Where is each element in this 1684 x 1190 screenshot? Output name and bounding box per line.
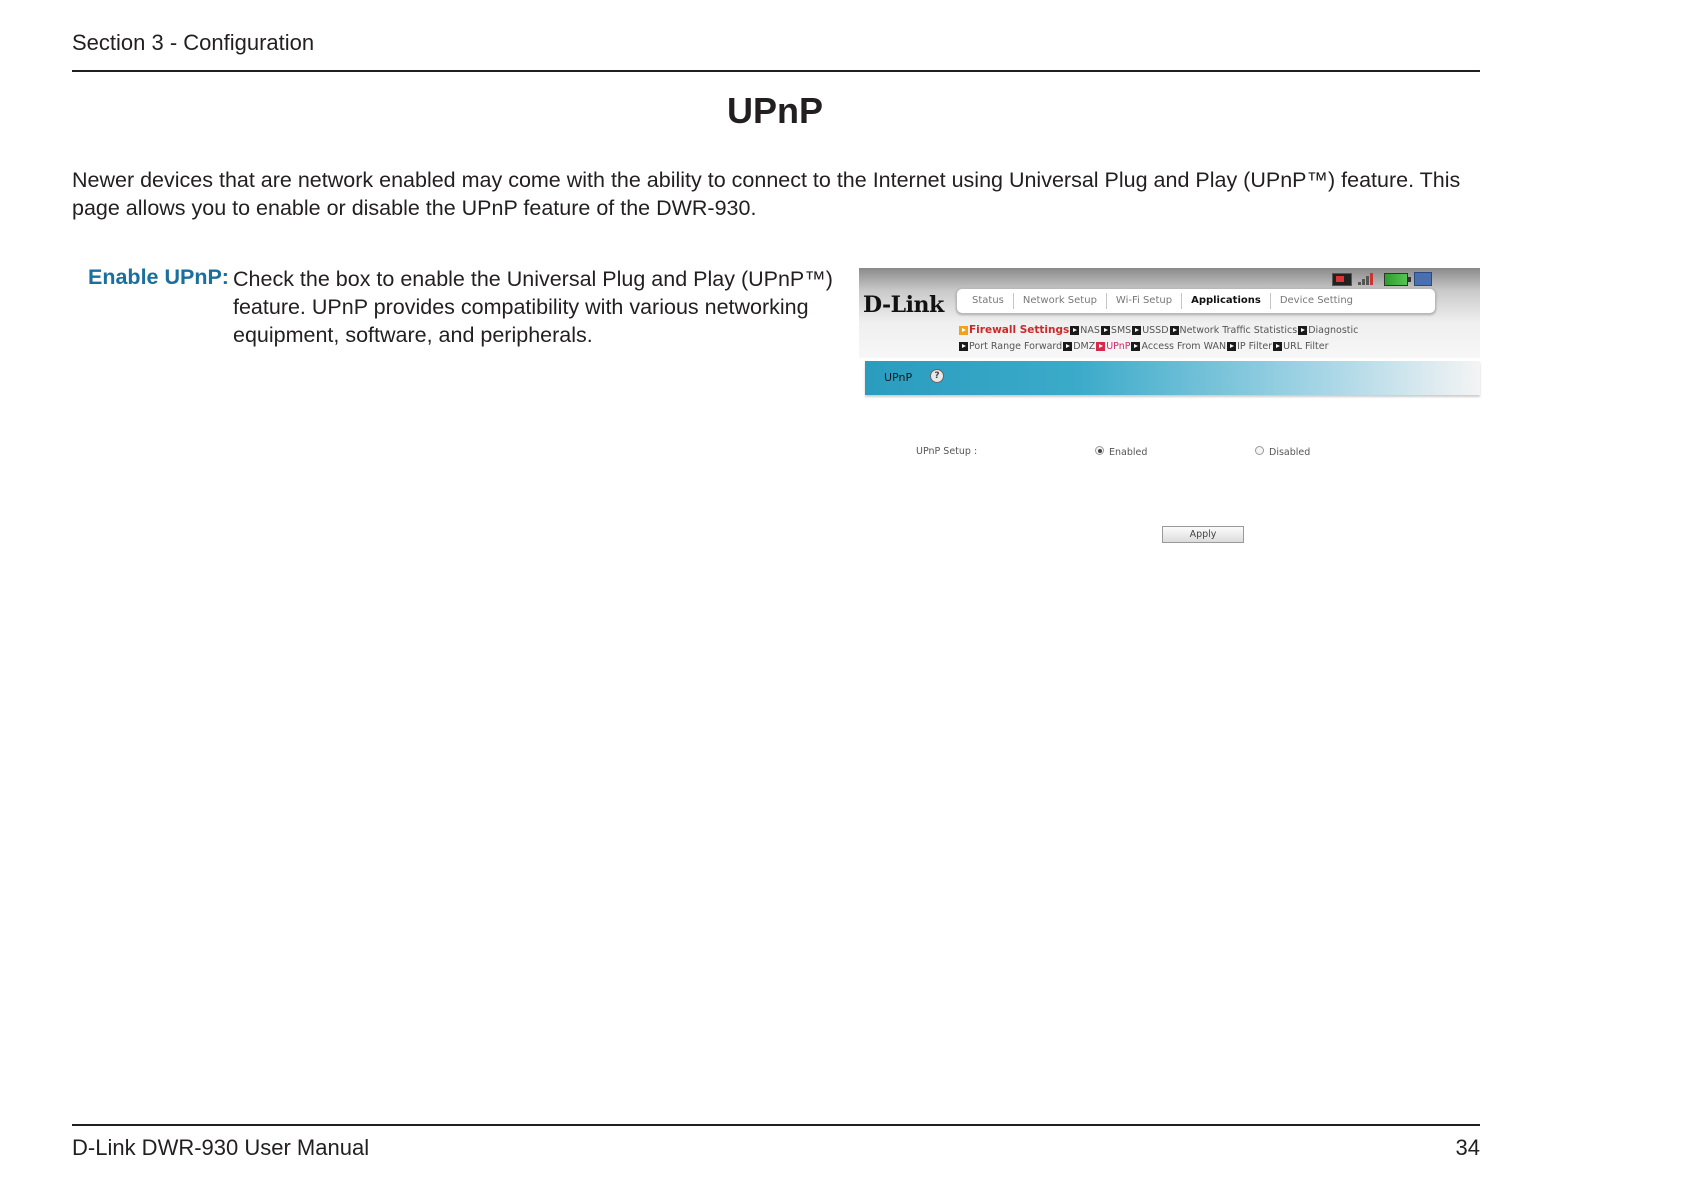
- sim-card-icon: [1332, 273, 1352, 286]
- play-arrow-icon: [1227, 342, 1236, 351]
- play-arrow-icon: [1132, 326, 1141, 335]
- section-header: Section 3 - Configuration: [72, 30, 315, 55]
- enabled-radio[interactable]: [1095, 446, 1104, 455]
- play-arrow-icon: [1170, 326, 1179, 335]
- definition-description: Check the box to enable the Universal Plug and Play (UPnP™) feature. UPnP provides compatibility with various networking equipment, software, and peripherals.: [233, 267, 833, 347]
- banner-title: UPnP: [884, 371, 913, 384]
- play-arrow-icon: [1070, 326, 1079, 335]
- subnav-port-range-forward[interactable]: Port Range Forward: [969, 341, 1063, 352]
- battery-icon: [1384, 273, 1408, 286]
- section-banner: [865, 361, 1480, 395]
- play-arrow-icon: [1101, 326, 1110, 335]
- subnav-ip-filter[interactable]: IP Filter: [1237, 341, 1273, 352]
- footer-page-number: 34: [1455, 1135, 1480, 1160]
- subnav-url-filter[interactable]: URL Filter: [1283, 341, 1329, 352]
- status-icons: [1332, 272, 1432, 286]
- upnp-setup-label: UPnP Setup :: [916, 446, 978, 457]
- play-arrow-icon: [959, 326, 968, 335]
- definition-term: Enable UPnP:: [88, 265, 229, 289]
- tab-device-setting[interactable]: Device Setting: [1279, 295, 1354, 306]
- play-arrow-icon: [1273, 342, 1282, 351]
- subnav-diagnostic[interactable]: Diagnostic: [1308, 324, 1359, 336]
- bottom-rule: [72, 1124, 1480, 1126]
- play-arrow-icon: [1131, 342, 1140, 351]
- subnav-sms[interactable]: SMS: [1110, 324, 1132, 336]
- tab-status[interactable]: Status: [963, 293, 1014, 309]
- subnav-network-traffic-statistics[interactable]: Network Traffic Statistics: [1179, 324, 1298, 336]
- tab-network-setup[interactable]: Network Setup: [1014, 293, 1107, 309]
- subnav-row-2: [959, 341, 1330, 352]
- footer-manual-title: D-Link DWR-930 User Manual: [72, 1135, 370, 1160]
- play-arrow-icon: [1063, 342, 1072, 351]
- subnav-ussd[interactable]: USSD: [1142, 324, 1169, 336]
- signal-strength-icon: [1358, 273, 1378, 285]
- play-arrow-icon: [1096, 342, 1105, 351]
- top-rule: [72, 70, 1480, 72]
- disabled-radio[interactable]: [1255, 446, 1264, 455]
- enabled-radio-label: Enabled: [1109, 447, 1148, 458]
- tab-wifi-setup[interactable]: Wi-Fi Setup: [1107, 293, 1182, 309]
- dlink-logo: D-Link: [863, 292, 944, 318]
- tab-applications[interactable]: Applications: [1182, 293, 1271, 309]
- subnav-upnp[interactable]: UPnP: [1106, 341, 1131, 352]
- intro-paragraph: Newer devices that are network enabled may come with the ability to connect to the Internet using Universal Plug and Play (UPnP™) feature. This page allows you to enable or disable the UPnP feature of the DWR-930.: [72, 168, 1461, 220]
- apply-button[interactable]: Apply: [1162, 526, 1244, 543]
- play-arrow-icon: [959, 342, 968, 351]
- router-ui-screenshot: [859, 268, 1480, 548]
- disabled-radio-label: Disabled: [1269, 447, 1311, 458]
- page-title: UPnP: [726, 90, 823, 131]
- subnav-nas[interactable]: NAS: [1080, 324, 1100, 336]
- help-icon[interactable]: ?: [930, 369, 944, 383]
- subnav-dmz[interactable]: DMZ: [1073, 341, 1096, 352]
- main-tab-bar: [956, 288, 1436, 314]
- connected-users-icon: [1414, 272, 1432, 286]
- subnav-access-from-wan[interactable]: Access From WAN: [1141, 341, 1227, 352]
- subnav-row-1: [959, 324, 1359, 336]
- subnav-firewall-settings[interactable]: Firewall Settings: [969, 324, 1070, 336]
- play-arrow-icon: [1298, 326, 1307, 335]
- router-header: [859, 268, 1480, 358]
